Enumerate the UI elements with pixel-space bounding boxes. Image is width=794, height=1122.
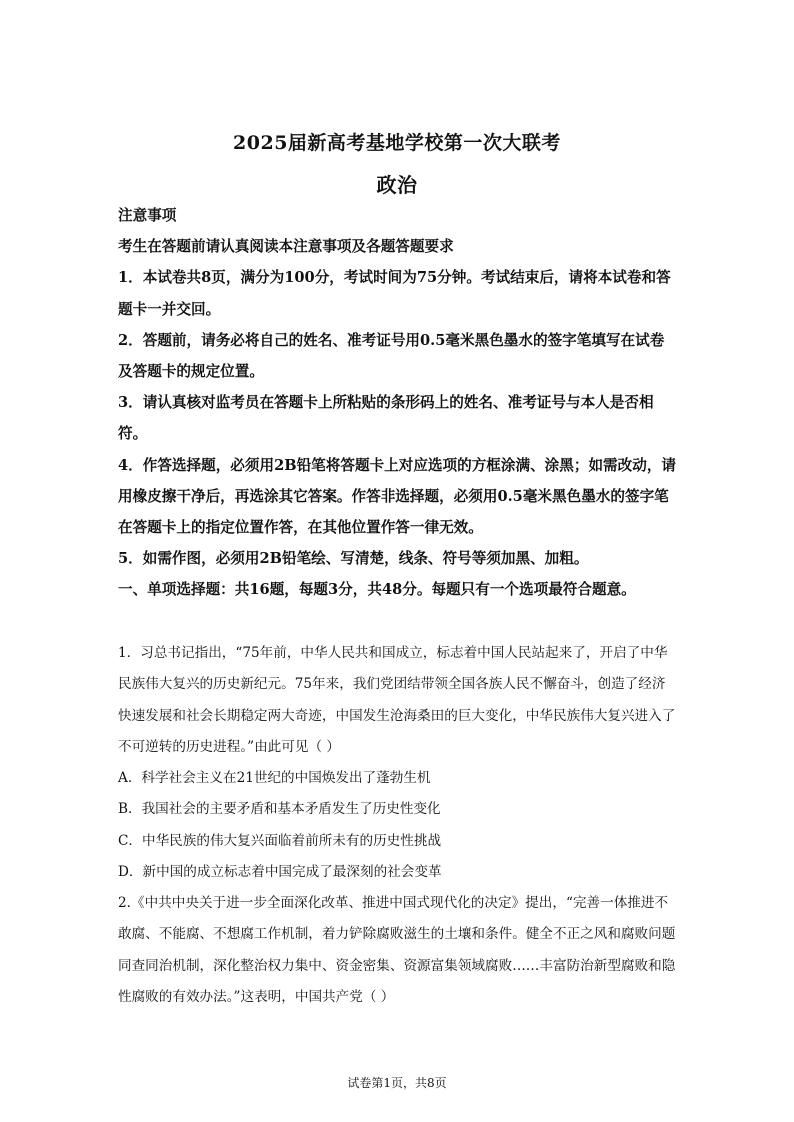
- option-a: A．科学社会主义在21世纪的中国焕发出了蓬勃生机: [118, 770, 431, 787]
- notice-item-2: 2．答题前，请务必将自己的姓名、准考证号用0.5毫米黑色墨水的签字笔填写在试卷及答题卡的规定位置。: [118, 331, 665, 381]
- notice-item-4: 4．作答选择题，必须用2B铅笔将答题卡上对应选项的方框涂满、涂黑；如需改动，请用橡皮擦干净后，再选涂其它答案。作答非选择题，必须用0.5毫米黑色墨水的签字笔在答题卡上的指定位置作答，在其他位置作答一律无效。: [118, 456, 677, 537]
- notice-intro: 考生在答题前请认真阅读本注意事项及各题答题要求: [118, 238, 454, 256]
- question-2: [118, 888, 678, 1013]
- section-heading: 一、单项选择题：共16题，每题3分，共48分。每题只有一个选项最符合题意。: [118, 581, 636, 599]
- option-d: D．新中国的成立标志着中国完成了最深刻的社会变革: [118, 864, 442, 881]
- notice-heading: 注意事项: [118, 207, 177, 224]
- option-b: B．我国社会的主要矛盾和基本矛盾发生了历史性变化: [118, 801, 441, 818]
- question-1: [118, 638, 678, 888]
- notice-item-3: 3．请认真核对监考员在答题卡上所粘贴的条形码上的姓名、准考证号与本人是否相符。: [118, 394, 654, 443]
- notice-section: [118, 200, 678, 606]
- notice-item-5: 5．如需作图，必须用2B铅笔绘、写清楚，线条、符号等须加黑、加粗。: [118, 550, 589, 568]
- question-1-options: [118, 763, 678, 888]
- notice-item-1: 1．本试卷共8页，满分为100分，考试时间为75分钟。考试结束后，请将本试卷和答题卡一并交回。: [118, 269, 671, 318]
- exam-title: 2025届新高考基地学校第一次大联考: [233, 132, 561, 154]
- option-c: C．中华民族的伟大复兴面临着前所未有的历史性挑战: [118, 832, 442, 849]
- page-footer: 试卷第1页，共8页: [347, 1076, 447, 1090]
- question-1-stem: 1．习总书记指出，“75年前，中华人民共和国成立，标志着中国人民站起来了，开启了中华民族伟大复兴的历史新纪元。75年来，我们党团结带领全国各族人民不懈奋斗，创造了经济快速发展和社会长期稳定两大奇迹，中国发生沧海桑田的巨大变化，中华民族伟大复兴进入了不可逆转的历史进程。”由此可见（ ）: [118, 645, 676, 755]
- exam-subject: 政治: [376, 173, 418, 197]
- question-2-stem: 2.《中共中央关于进一步全面深化改革、推进中国式现代化的决定》提出，“完善一体推进不敢腐、不能腐、不想腐工作机制，着力铲除腐败滋生的土壤和条件。健全不正之风和腐败问题同查同治机制，深化整治权力集中、资金密集、资源富集领域腐败……丰富防治新型腐败和隐性腐败的有效办法。”这表明，中国共产党（ ）: [118, 895, 676, 1005]
